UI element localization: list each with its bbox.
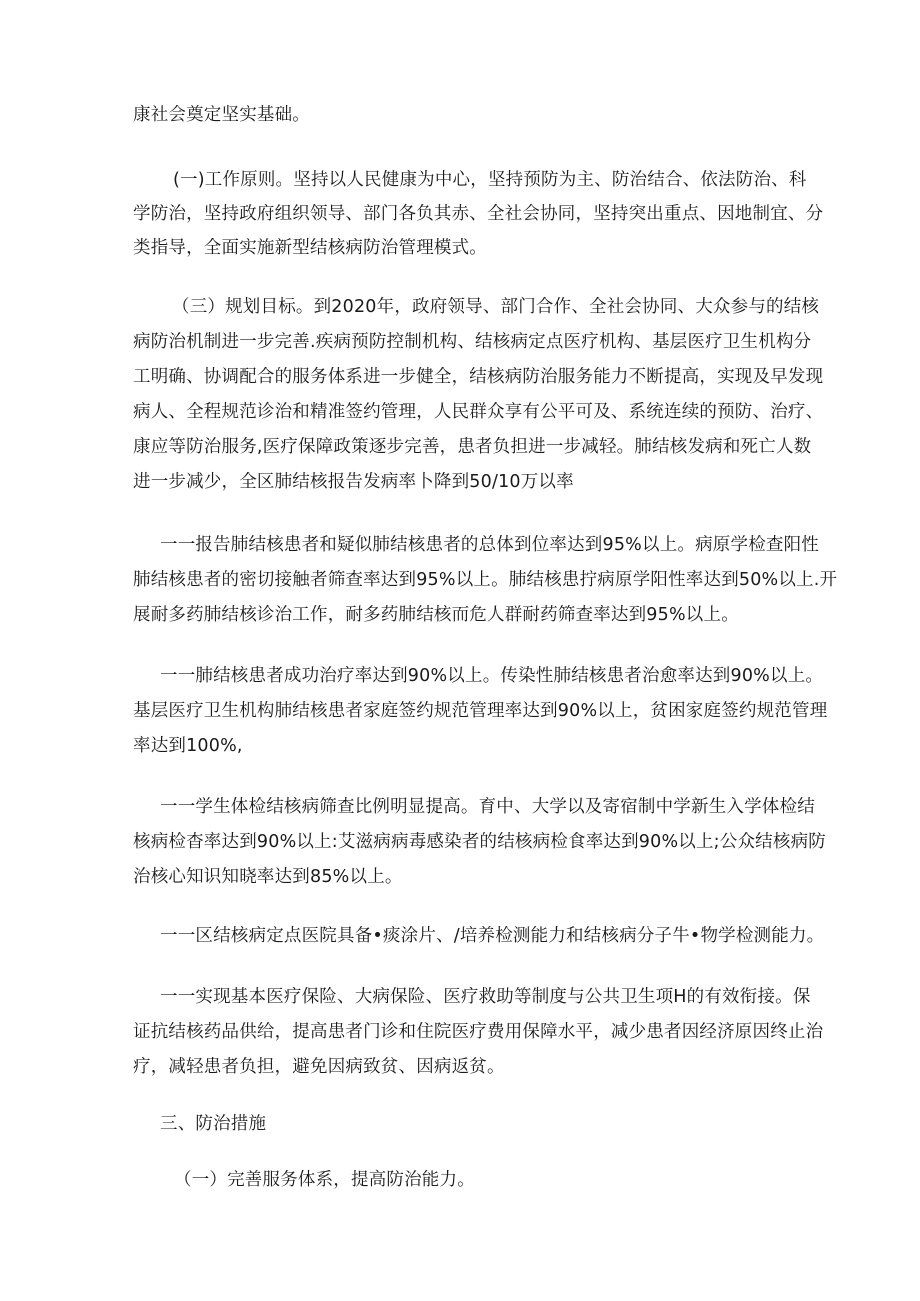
subsection-heading: （一）完善服务体系，提高防治能力。 (174, 1170, 475, 1190)
paragraph-line: 一一学生体检结核病筛查比例明显提高。育中、大学以及寄宿制中学新生入学体检结 (160, 797, 815, 817)
paragraph-line: 基层医疗卫生机构肺结核患者家庭签约规范管理率达到90%以上，贫困家庭签约规范管理 (133, 701, 828, 721)
paragraph-line: 核病检杳率达到90%以上:艾滋病病毒感染者的结核病检食率达到90%以上;公众结核病防 (133, 832, 826, 852)
paragraph-line: 类指导，全面实施新型结核病防治管理模式。 (133, 238, 487, 258)
paragraph-line: 病人、全程规范诊治和精准签约管理，人民群众享有公平可及、系统连续的预防、治疗、 (133, 402, 824, 422)
paragraph-line: （三）规划目标。到2020年，政府领导、部门合作、全社会协同、大众参与的结核 (172, 297, 820, 317)
section-heading: 三、防治措施 (160, 1114, 267, 1134)
paragraph-line: 进一步减少，全区肺结核报告发病率卜降到50/10万以率 (133, 472, 574, 492)
paragraph-line: 康应等防治服务,医疗保障政策逐步完善，患者负担进一步减轻。肺结核发病和死亡人数 (133, 437, 812, 457)
paragraph-line: 工明确、协调配合的服务体系进一步健全，结核病防治服务能力不断提高，实现及早发现 (133, 367, 824, 387)
paragraph-line: 学防治，坚持政府组织领导、部门各负其赤、全社会协同，坚持突出重点、因地制宜、分 (133, 204, 824, 224)
paragraph-line: 病防治机制进一步完善.疾病预防控制机构、结核病定点医疗机构、基层医疗卫生机构分 (133, 332, 812, 352)
paragraph-line: 展耐多药肺结核诊治工作，耐多药肺结核而危人群耐药筛查率达到95%以上。 (133, 605, 739, 625)
paragraph-line: 一一实现基本医疗保险、大病保险、医疗救助等制度与公共卫生项H的有效衔接。保 (160, 987, 811, 1007)
paragraph-line: 一一肺结核患者成功治疗率达到90%以上。传染性肺结核患者治愈率达到90%以上。 (160, 666, 824, 686)
paragraph-line: 一一报告肺结核患者和疑似肺结核患者的总体到位率达到95%以上。病原学检查阳性 (160, 535, 819, 555)
paragraph-line: (一)工作原则。坚持以人民健康为中心，坚持预防为主、防治结合、依法防治、科 (173, 170, 807, 190)
paragraph-line: 率达到100%, (133, 736, 243, 756)
paragraph-line: 肺结核患者的密切接触者筛查率达到95%以上。肺结核患拧病原学阳性率达到50%以上.开 (133, 570, 838, 590)
paragraph-line: 一一区结核病定点医院具备•痰涂片、/培养检测能力和结核病分子牛•物学检测能力。 (160, 926, 825, 946)
paragraph-line: 疗，减轻患者负担，避免因病致贫、因病返贫。 (133, 1057, 505, 1077)
paragraph-line: 治核心知识知晓率达到85%以上。 (133, 867, 403, 887)
paragraph-line: 证抗结核药品供给，提高患者门诊和住院医疗费用保障水平，减少患者因经济原因终止治 (133, 1022, 824, 1042)
paragraph-line: 康社会奠定坚实基础。 (133, 105, 310, 125)
